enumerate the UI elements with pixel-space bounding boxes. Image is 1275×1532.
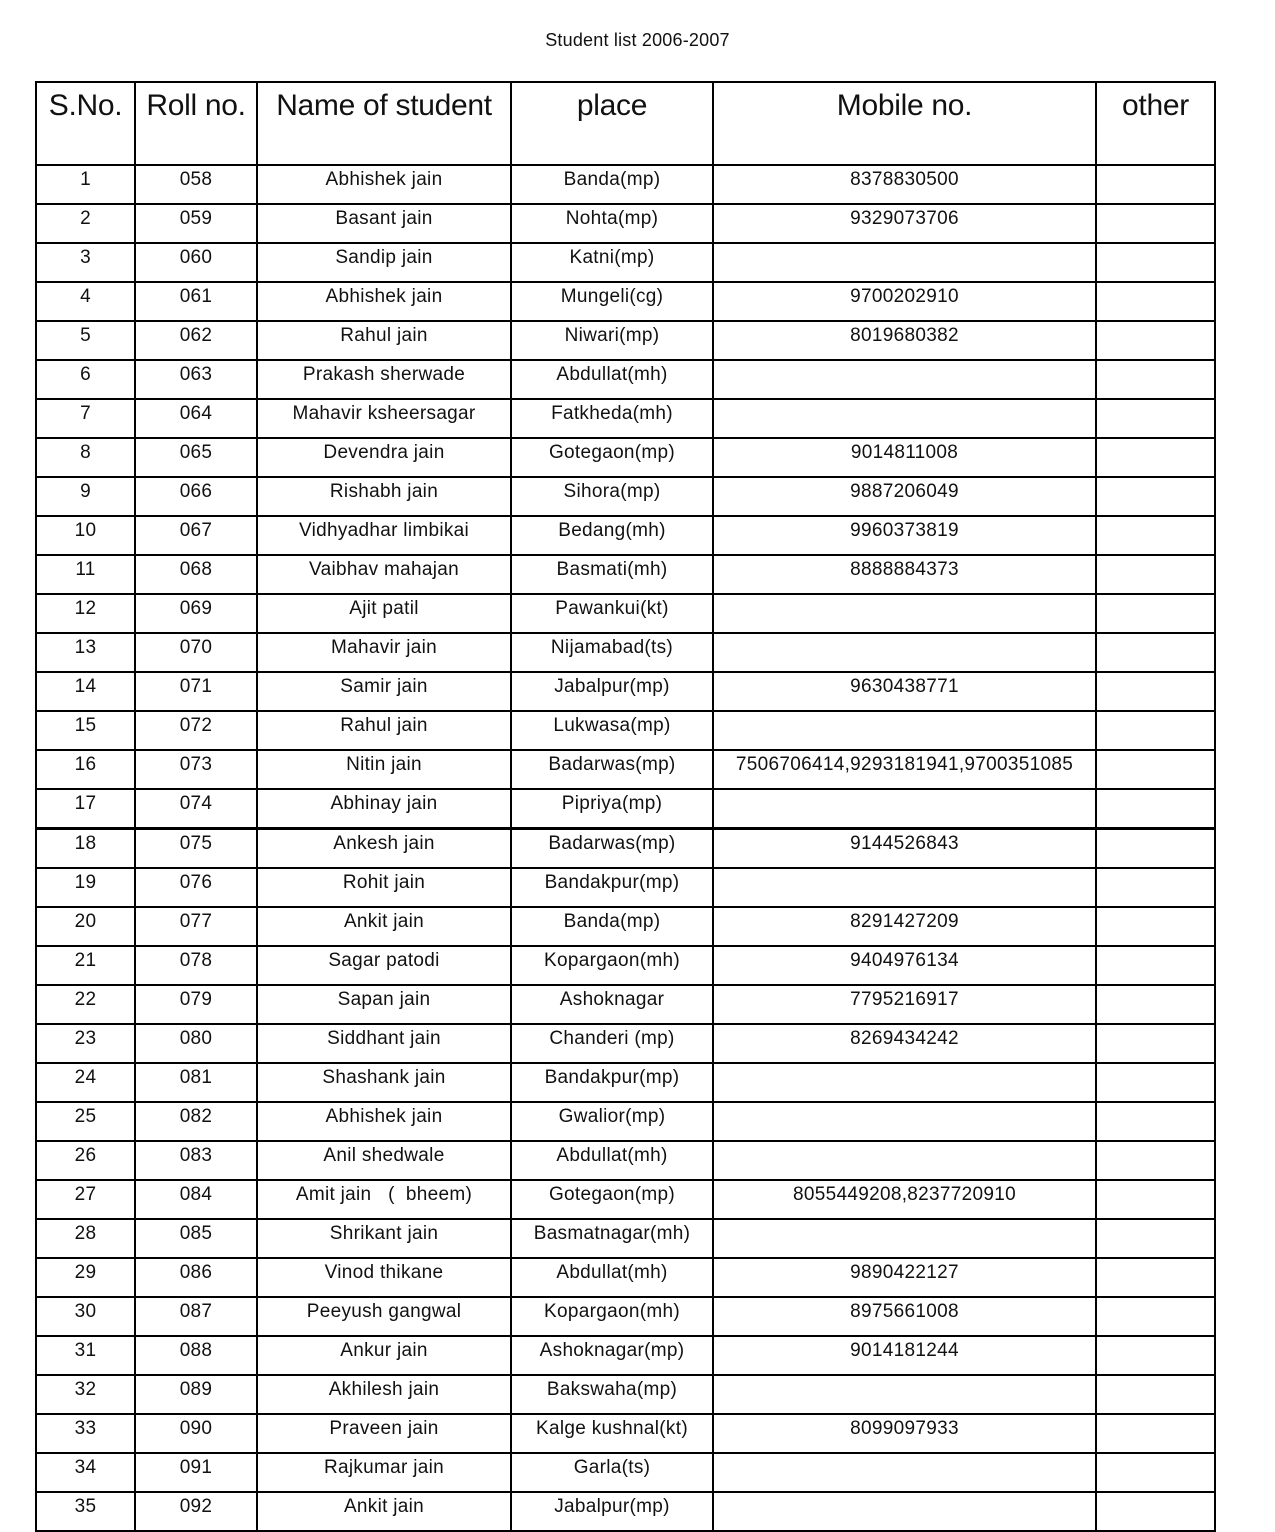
table-row [36,1492,1215,1531]
cell-roll-no: 082 [135,1102,257,1141]
cell-place: Jabalpur(mp) [511,1492,713,1531]
table-row [36,985,1215,1024]
cell-mobile-no: 8019680382 [713,321,1096,360]
cell-place: Pipriya(mp) [511,789,713,829]
cell-mobile-no: 9014811008 [713,438,1096,477]
cell-other [1096,1180,1215,1219]
cell-student-name: Abhishek jain [257,165,511,204]
table-row [36,1414,1215,1453]
table-row [36,1219,1215,1258]
cell-mobile-no [713,243,1096,282]
cell-roll-no: 058 [135,165,257,204]
cell-student-name: Ankesh jain [257,829,511,869]
cell-mobile-no [713,1492,1096,1531]
cell-roll-no: 074 [135,789,257,829]
cell-sno: 17 [36,789,135,829]
cell-roll-no: 077 [135,907,257,946]
cell-roll-no: 076 [135,868,257,907]
cell-place: Abdullat(mh) [511,1141,713,1180]
cell-sno: 29 [36,1258,135,1297]
cell-roll-no: 073 [135,750,257,789]
table-row [36,282,1215,321]
cell-roll-no: 089 [135,1375,257,1414]
cell-place: Ashoknagar [511,985,713,1024]
table-row [36,711,1215,750]
cell-place: Bandakpur(mp) [511,868,713,907]
cell-student-name: Rajkumar jain [257,1453,511,1492]
cell-roll-no: 090 [135,1414,257,1453]
cell-other [1096,165,1215,204]
cell-student-name: Siddhant jain [257,1024,511,1063]
cell-roll-no: 066 [135,477,257,516]
cell-sno: 2 [36,204,135,243]
table-row [36,829,1215,869]
cell-other [1096,868,1215,907]
cell-place: Nohta(mp) [511,204,713,243]
cell-mobile-no: 8378830500 [713,165,1096,204]
cell-sno: 1 [36,165,135,204]
cell-other [1096,711,1215,750]
cell-other [1096,1219,1215,1258]
cell-sno: 3 [36,243,135,282]
cell-other [1096,946,1215,985]
cell-place: Basmati(mh) [511,555,713,594]
cell-student-name: Abhishek jain [257,1102,511,1141]
cell-roll-no: 069 [135,594,257,633]
cell-sno: 24 [36,1063,135,1102]
cell-sno: 27 [36,1180,135,1219]
cell-sno: 18 [36,829,135,869]
cell-other [1096,985,1215,1024]
cell-other [1096,789,1215,829]
cell-mobile-no: 9630438771 [713,672,1096,711]
cell-roll-no: 084 [135,1180,257,1219]
cell-sno: 34 [36,1453,135,1492]
cell-other [1096,1297,1215,1336]
cell-sno: 8 [36,438,135,477]
table-row [36,360,1215,399]
cell-other [1096,1024,1215,1063]
cell-mobile-no [713,633,1096,672]
cell-mobile-no [713,789,1096,829]
cell-other [1096,321,1215,360]
cell-sno: 32 [36,1375,135,1414]
cell-other [1096,750,1215,789]
cell-other [1096,907,1215,946]
cell-roll-no: 064 [135,399,257,438]
table-row [36,594,1215,633]
cell-place: Banda(mp) [511,907,713,946]
cell-sno: 7 [36,399,135,438]
cell-roll-no: 087 [135,1297,257,1336]
cell-sno: 15 [36,711,135,750]
cell-roll-no: 078 [135,946,257,985]
cell-other [1096,204,1215,243]
cell-sno: 31 [36,1336,135,1375]
page-title: Student list 2006-2007 [545,30,730,50]
cell-mobile-no [713,711,1096,750]
cell-sno: 14 [36,672,135,711]
cell-student-name: Peeyush gangwal [257,1297,511,1336]
cell-mobile-no: 9329073706 [713,204,1096,243]
cell-student-name: Nitin jain [257,750,511,789]
table-body [36,165,1215,1531]
cell-sno: 23 [36,1024,135,1063]
cell-place: Badarwas(mp) [511,829,713,869]
cell-student-name: Ankur jain [257,1336,511,1375]
cell-place: Gotegaon(mp) [511,1180,713,1219]
table-row [36,1258,1215,1297]
cell-mobile-no: 7506706414,9293181941,9700351085 [713,750,1096,789]
cell-other [1096,1453,1215,1492]
cell-other [1096,243,1215,282]
cell-mobile-no [713,1453,1096,1492]
table-row [36,243,1215,282]
cell-mobile-no [713,1375,1096,1414]
cell-sno: 9 [36,477,135,516]
header-roll-no: Roll no. [135,82,257,165]
cell-other [1096,829,1215,869]
cell-place: Niwari(mp) [511,321,713,360]
cell-student-name: Shashank jain [257,1063,511,1102]
table-row [36,868,1215,907]
cell-place: Bandakpur(mp) [511,1063,713,1102]
table-header-row [36,82,1215,165]
cell-student-name: Vidhyadhar limbikai [257,516,511,555]
cell-student-name: Rahul jain [257,321,511,360]
cell-other [1096,1258,1215,1297]
cell-student-name: Vaibhav mahajan [257,555,511,594]
table-row [36,438,1215,477]
cell-sno: 25 [36,1102,135,1141]
cell-mobile-no [713,1063,1096,1102]
cell-place: Abdullat(mh) [511,1258,713,1297]
cell-student-name: Abhinay jain [257,789,511,829]
cell-roll-no: 071 [135,672,257,711]
cell-student-name: Samir jain [257,672,511,711]
cell-student-name: Ankit jain [257,1492,511,1531]
cell-place: Kopargaon(mh) [511,1297,713,1336]
table-row [36,321,1215,360]
table-row [36,204,1215,243]
cell-place: Nijamabad(ts) [511,633,713,672]
cell-mobile-no [713,594,1096,633]
cell-sno: 12 [36,594,135,633]
cell-roll-no: 088 [135,1336,257,1375]
cell-roll-no: 059 [135,204,257,243]
cell-roll-no: 063 [135,360,257,399]
cell-other [1096,516,1215,555]
cell-place: Jabalpur(mp) [511,672,713,711]
cell-mobile-no [713,1141,1096,1180]
cell-sno: 28 [36,1219,135,1258]
table-row [36,1063,1215,1102]
table-row [36,1141,1215,1180]
cell-place: Katni(mp) [511,243,713,282]
header-other: other [1096,82,1215,165]
cell-place: Sihora(mp) [511,477,713,516]
cell-sno: 11 [36,555,135,594]
table-row [36,1453,1215,1492]
cell-mobile-no: 8269434242 [713,1024,1096,1063]
cell-place: Chanderi (mp) [511,1024,713,1063]
cell-place: Badarwas(mp) [511,750,713,789]
table-row [36,907,1215,946]
table-row [36,165,1215,204]
cell-other [1096,1375,1215,1414]
cell-roll-no: 067 [135,516,257,555]
cell-mobile-no: 9890422127 [713,1258,1096,1297]
cell-mobile-no: 8099097933 [713,1414,1096,1453]
header-place: place [511,82,713,165]
cell-student-name: Rahul jain [257,711,511,750]
cell-other [1096,1063,1215,1102]
cell-other [1096,594,1215,633]
cell-student-name: Anil shedwale [257,1141,511,1180]
table-row [36,1102,1215,1141]
cell-mobile-no: 8975661008 [713,1297,1096,1336]
table-row [36,1336,1215,1375]
cell-other [1096,1141,1215,1180]
cell-place: Kopargaon(mh) [511,946,713,985]
cell-other [1096,672,1215,711]
table-row [36,672,1215,711]
header-name-of-student: Name of student [257,82,511,165]
cell-sno: 26 [36,1141,135,1180]
cell-roll-no: 075 [135,829,257,869]
cell-student-name: Rishabh jain [257,477,511,516]
cell-student-name: Shrikant jain [257,1219,511,1258]
cell-mobile-no [713,868,1096,907]
cell-student-name: Devendra jain [257,438,511,477]
cell-student-name: Abhishek jain [257,282,511,321]
cell-sno: 6 [36,360,135,399]
table-row [36,477,1215,516]
cell-place: Mungeli(cg) [511,282,713,321]
cell-mobile-no [713,360,1096,399]
table-row [36,633,1215,672]
cell-roll-no: 061 [135,282,257,321]
cell-other [1096,1414,1215,1453]
cell-sno: 22 [36,985,135,1024]
cell-place: Bakswaha(mp) [511,1375,713,1414]
table-row [36,399,1215,438]
cell-sno: 16 [36,750,135,789]
cell-roll-no: 092 [135,1492,257,1531]
cell-place: Bedang(mh) [511,516,713,555]
cell-mobile-no: 9144526843 [713,829,1096,869]
cell-sno: 21 [36,946,135,985]
cell-roll-no: 062 [135,321,257,360]
cell-mobile-no [713,1219,1096,1258]
cell-student-name: Ajit patil [257,594,511,633]
cell-other [1096,282,1215,321]
cell-sno: 35 [36,1492,135,1531]
cell-other [1096,555,1215,594]
table-row [36,1180,1215,1219]
cell-roll-no: 060 [135,243,257,282]
table-row [36,789,1215,829]
cell-roll-no: 065 [135,438,257,477]
cell-sno: 5 [36,321,135,360]
cell-mobile-no: 8888884373 [713,555,1096,594]
cell-place: Fatkheda(mh) [511,399,713,438]
header-mobile-no: Mobile no. [713,82,1096,165]
cell-roll-no: 086 [135,1258,257,1297]
cell-roll-no: 068 [135,555,257,594]
cell-mobile-no: 9700202910 [713,282,1096,321]
cell-student-name: Akhilesh jain [257,1375,511,1414]
cell-mobile-no: 7795216917 [713,985,1096,1024]
cell-place: Basmatnagar(mh) [511,1219,713,1258]
table-row [36,1297,1215,1336]
cell-sno: 33 [36,1414,135,1453]
cell-student-name: Sandip jain [257,243,511,282]
cell-other [1096,1492,1215,1531]
cell-place: Gwalior(mp) [511,1102,713,1141]
cell-student-name: Amit jain ( bheem) [257,1180,511,1219]
cell-mobile-no: 9887206049 [713,477,1096,516]
cell-student-name: Ankit jain [257,907,511,946]
cell-roll-no: 083 [135,1141,257,1180]
cell-mobile-no [713,1102,1096,1141]
cell-place: Lukwasa(mp) [511,711,713,750]
cell-place: Banda(mp) [511,165,713,204]
table-row [36,516,1215,555]
table-row [36,750,1215,789]
cell-roll-no: 080 [135,1024,257,1063]
cell-other [1096,1336,1215,1375]
cell-roll-no: 072 [135,711,257,750]
cell-other [1096,477,1215,516]
cell-roll-no: 085 [135,1219,257,1258]
cell-sno: 30 [36,1297,135,1336]
student-list-table [35,81,1216,1532]
table-row [36,555,1215,594]
cell-roll-no: 081 [135,1063,257,1102]
cell-sno: 4 [36,282,135,321]
cell-place: Gotegaon(mp) [511,438,713,477]
cell-student-name: Mahavir jain [257,633,511,672]
table-row [36,946,1215,985]
table-row [36,1024,1215,1063]
cell-sno: 10 [36,516,135,555]
cell-student-name: Rohit jain [257,868,511,907]
cell-student-name: Praveen jain [257,1414,511,1453]
cell-mobile-no: 8291427209 [713,907,1096,946]
cell-mobile-no: 8055449208,8237720910 [713,1180,1096,1219]
cell-sno: 19 [36,868,135,907]
cell-place: Abdullat(mh) [511,360,713,399]
cell-roll-no: 070 [135,633,257,672]
cell-roll-no: 091 [135,1453,257,1492]
cell-mobile-no: 9960373819 [713,516,1096,555]
cell-student-name: Basant jain [257,204,511,243]
cell-place: Garla(ts) [511,1453,713,1492]
cell-other [1096,633,1215,672]
cell-student-name: Vinod thikane [257,1258,511,1297]
cell-student-name: Sapan jain [257,985,511,1024]
cell-other [1096,399,1215,438]
cell-student-name: Prakash sherwade [257,360,511,399]
table-row [36,1375,1215,1414]
cell-other [1096,360,1215,399]
cell-mobile-no: 9014181244 [713,1336,1096,1375]
cell-mobile-no: 9404976134 [713,946,1096,985]
cell-roll-no: 079 [135,985,257,1024]
cell-other [1096,1102,1215,1141]
cell-student-name: Sagar patodi [257,946,511,985]
cell-mobile-no [713,399,1096,438]
cell-sno: 20 [36,907,135,946]
cell-place: Kalge kushnal(kt) [511,1414,713,1453]
cell-student-name: Mahavir ksheersagar [257,399,511,438]
cell-other [1096,438,1215,477]
cell-sno: 13 [36,633,135,672]
header-sno: S.No. [36,82,135,165]
cell-place: Pawankui(kt) [511,594,713,633]
cell-place: Ashoknagar(mp) [511,1336,713,1375]
